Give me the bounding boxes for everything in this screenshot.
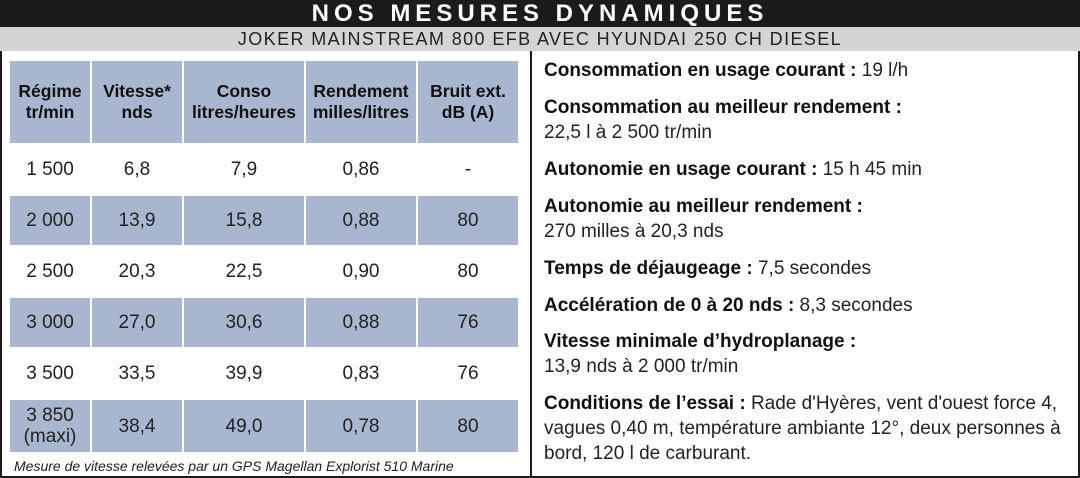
cell-rendement: 0,86 [306,145,418,196]
cell-vitesse: 27,0 [92,298,184,349]
cell-conso: 39,9 [184,349,306,400]
list-item: Autonomie au meilleur rendement : 270 milles à 20,3 nds [544,196,863,242]
column-header-vitesse: Vitesse* nds [92,61,184,145]
cell-regime: 3 850 (maxi) [10,400,92,454]
cell-vitesse: 13,9 [92,196,184,247]
cell-regime: 2 500 [10,247,92,298]
table-row [10,196,518,247]
cell-regime: 3 000 [10,298,92,349]
page-title: NOS MESURES DYNAMIQUES [0,0,1080,27]
list-item: Accélération de 0 à 20 nds : 8,3 secondes [544,295,913,316]
cell-conso: 30,6 [184,298,306,349]
table-row [10,247,518,298]
list-item: Temps de déjaugeage : 7,5 secondes [544,258,872,279]
column-header-regime: Régime tr/min [10,61,92,145]
cell-rendement: 0,88 [306,196,418,247]
cell-conso: 7,9 [184,145,306,196]
cell-regime: 1 500 [10,145,92,196]
cell-rendement: 0,83 [306,349,418,400]
column-header-conso: Conso litres/heures [184,61,306,145]
measures-list [544,58,1072,478]
cell-bruit: - [418,145,518,196]
table-row [10,145,518,196]
measurements-table [10,61,518,454]
cell-vitesse: 6,8 [92,145,184,196]
list-item: Consommation en usage courant : 19 l/h [544,60,909,81]
cell-bruit: 80 [418,400,518,454]
table-row [10,400,518,454]
list-item: Consommation au meilleur rendement : 22,5 l à 2 500 tr/min [544,97,902,143]
cell-conso: 22,5 [184,247,306,298]
page-subtitle: JOKER MAINSTREAM 800 EFB AVEC HYUNDAI 250 CH DIESEL [0,27,1080,51]
cell-regime: 2 000 [10,196,92,247]
column-header-bruit: Bruit ext. dB (A) [418,61,518,145]
cell-rendement: 0,88 [306,298,418,349]
cell-regime: 3 500 [10,349,92,400]
cell-vitesse: 33,5 [92,349,184,400]
list-item: Vitesse minimale d’hydroplanage : 13,9 nds à 2 000 tr/min [544,331,857,377]
cell-vitesse: 38,4 [92,400,184,454]
cell-bruit: 76 [418,349,518,400]
column-header-rendement: Rendement milles/litres [306,61,418,145]
cell-bruit: 80 [418,247,518,298]
cell-bruit: 80 [418,196,518,247]
table-row [10,349,518,400]
cell-conso: 49,0 [184,400,306,454]
cell-rendement: 0,90 [306,247,418,298]
footnote: Mesure de vitesse relevées par un GPS Magellan Explorist 510 Marine [14,458,454,474]
table-header-row [10,61,518,145]
cell-bruit: 76 [418,298,518,349]
cell-rendement: 0,78 [306,400,418,454]
list-item: Autonomie en usage courant : 15 h 45 min [544,159,922,180]
column-divider [530,51,532,478]
cell-vitesse: 20,3 [92,247,184,298]
cell-conso: 15,8 [184,196,306,247]
table-row [10,298,518,349]
list-item: Conditions de l’essai : Rade d'Hyères, vent d'ouest force 4, vagues 0,40 m, température ambiante 12°, deux personnes à bord, 120 l de carburant. [544,393,1061,464]
